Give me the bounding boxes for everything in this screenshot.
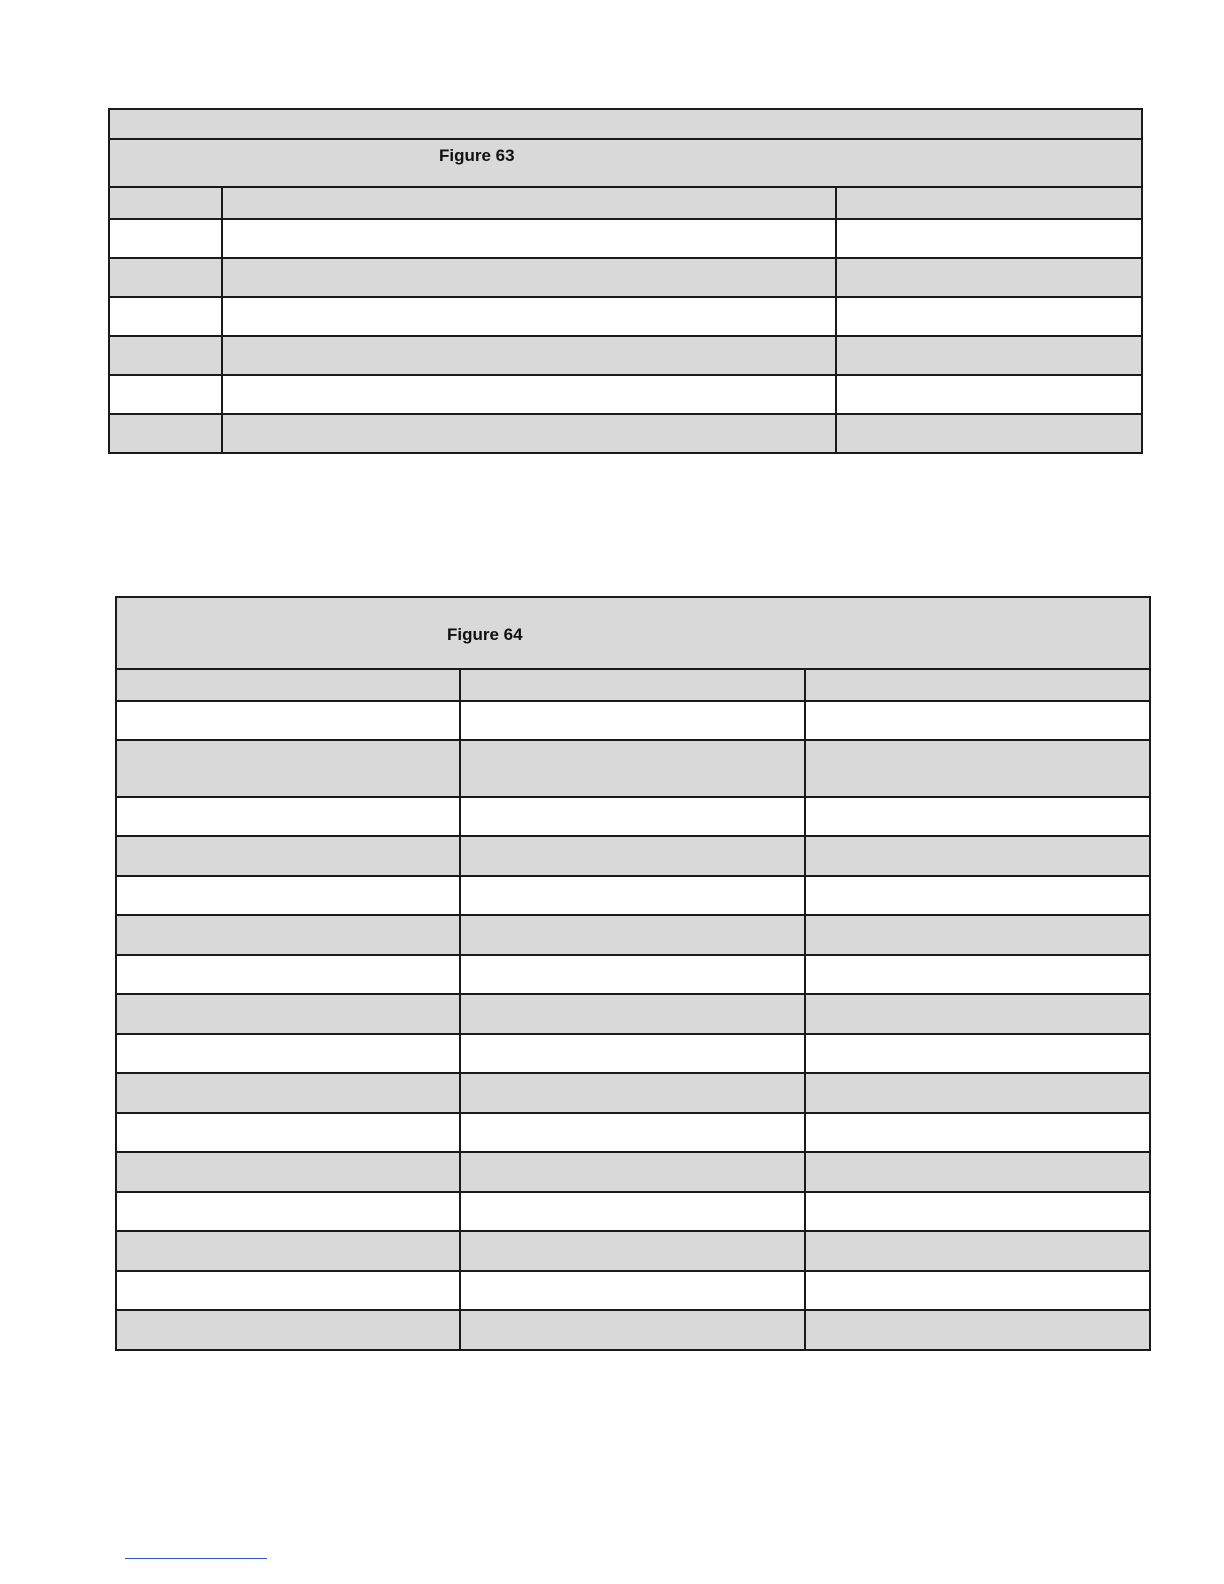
table-cell [460, 740, 805, 797]
table-cell [805, 1271, 1150, 1310]
table-header-row [109, 187, 1142, 219]
table-cell [805, 915, 1150, 955]
figure-64-table [115, 596, 1151, 1351]
table-cell [116, 1310, 460, 1350]
table-cell [805, 836, 1150, 876]
table-row [116, 955, 1150, 994]
table-cell [116, 1073, 460, 1113]
table-cell [805, 1310, 1150, 1350]
table-row [116, 1231, 1150, 1271]
table-cell [116, 1034, 460, 1073]
figure-64-caption: Figure 64 [447, 625, 523, 644]
table-cell [116, 955, 460, 994]
table-row [116, 1073, 1150, 1113]
figure-63-table [108, 108, 1143, 454]
header-cell [836, 187, 1142, 219]
table-row [116, 1152, 1150, 1192]
table-row [116, 1192, 1150, 1231]
footnote-separator-line [125, 1558, 267, 1559]
table-cell [836, 375, 1142, 414]
table-cell [116, 701, 460, 740]
table-row [116, 1034, 1150, 1073]
header-cell [222, 187, 836, 219]
header-cell [116, 669, 460, 701]
table-cell [805, 994, 1150, 1034]
table-cell [460, 1034, 805, 1073]
table-cell [116, 836, 460, 876]
table-cell [836, 258, 1142, 297]
table-cell [109, 258, 222, 297]
table-cell [109, 336, 222, 375]
table-row [109, 375, 1142, 414]
figure-caption-row [109, 139, 1142, 187]
table-cell [805, 1231, 1150, 1271]
table-row [116, 1113, 1150, 1152]
table-cell [116, 1271, 460, 1310]
table-cell [116, 1192, 460, 1231]
table-cell [222, 219, 836, 258]
table-cell [805, 701, 1150, 740]
header-cell [460, 669, 805, 701]
table-cell [116, 994, 460, 1034]
table-cell [222, 414, 836, 453]
header-cell [109, 187, 222, 219]
table-cell [109, 375, 222, 414]
table-cell [805, 1192, 1150, 1231]
table-cell [460, 1073, 805, 1113]
table-cell [460, 797, 805, 836]
table-cell [116, 876, 460, 915]
figure-caption-row [116, 597, 1150, 669]
table-row [116, 994, 1150, 1034]
table-cell [805, 876, 1150, 915]
table-cell [460, 1113, 805, 1152]
table-cell [116, 1152, 460, 1192]
table-cell [460, 1152, 805, 1192]
figure-63-caption: Figure 63 [439, 146, 515, 165]
table-row [109, 219, 1142, 258]
table-cell [836, 219, 1142, 258]
table-cell [460, 701, 805, 740]
table-row [116, 876, 1150, 915]
table-cell [460, 1310, 805, 1350]
table-cell [836, 336, 1142, 375]
table-cell [460, 915, 805, 955]
table-cell [109, 219, 222, 258]
table-cell [460, 1271, 805, 1310]
table-row [116, 797, 1150, 836]
table-cell [116, 1231, 460, 1271]
table-row [109, 414, 1142, 453]
table-row [116, 701, 1150, 740]
header-cell [805, 669, 1150, 701]
table-cell [805, 797, 1150, 836]
table-cell [109, 297, 222, 336]
table-cell [222, 375, 836, 414]
table-cell [836, 297, 1142, 336]
table-cell [222, 297, 836, 336]
table-cell [109, 414, 222, 453]
table-cell [805, 740, 1150, 797]
table-cell [116, 915, 460, 955]
table-cell [460, 955, 805, 994]
table-row [116, 1271, 1150, 1310]
table-cell [460, 876, 805, 915]
table-cell [116, 740, 460, 797]
table-cell [222, 336, 836, 375]
table-top-banner [109, 109, 1142, 139]
table-cell [222, 258, 836, 297]
table-cell [836, 414, 1142, 453]
table-row [116, 915, 1150, 955]
table-row [116, 836, 1150, 876]
table-cell [116, 797, 460, 836]
table-cell [805, 1113, 1150, 1152]
table-cell [116, 1113, 460, 1152]
table-cell [460, 1231, 805, 1271]
table-row [109, 297, 1142, 336]
table-cell [460, 836, 805, 876]
table-row [116, 1310, 1150, 1350]
table-row [116, 740, 1150, 797]
table-cell [805, 1034, 1150, 1073]
table-cell [460, 1192, 805, 1231]
table-header-row [116, 669, 1150, 701]
table-row [109, 258, 1142, 297]
table-cell [805, 1073, 1150, 1113]
table-cell [805, 1152, 1150, 1192]
table-row [109, 336, 1142, 375]
table-cell [460, 994, 805, 1034]
table-cell [805, 955, 1150, 994]
